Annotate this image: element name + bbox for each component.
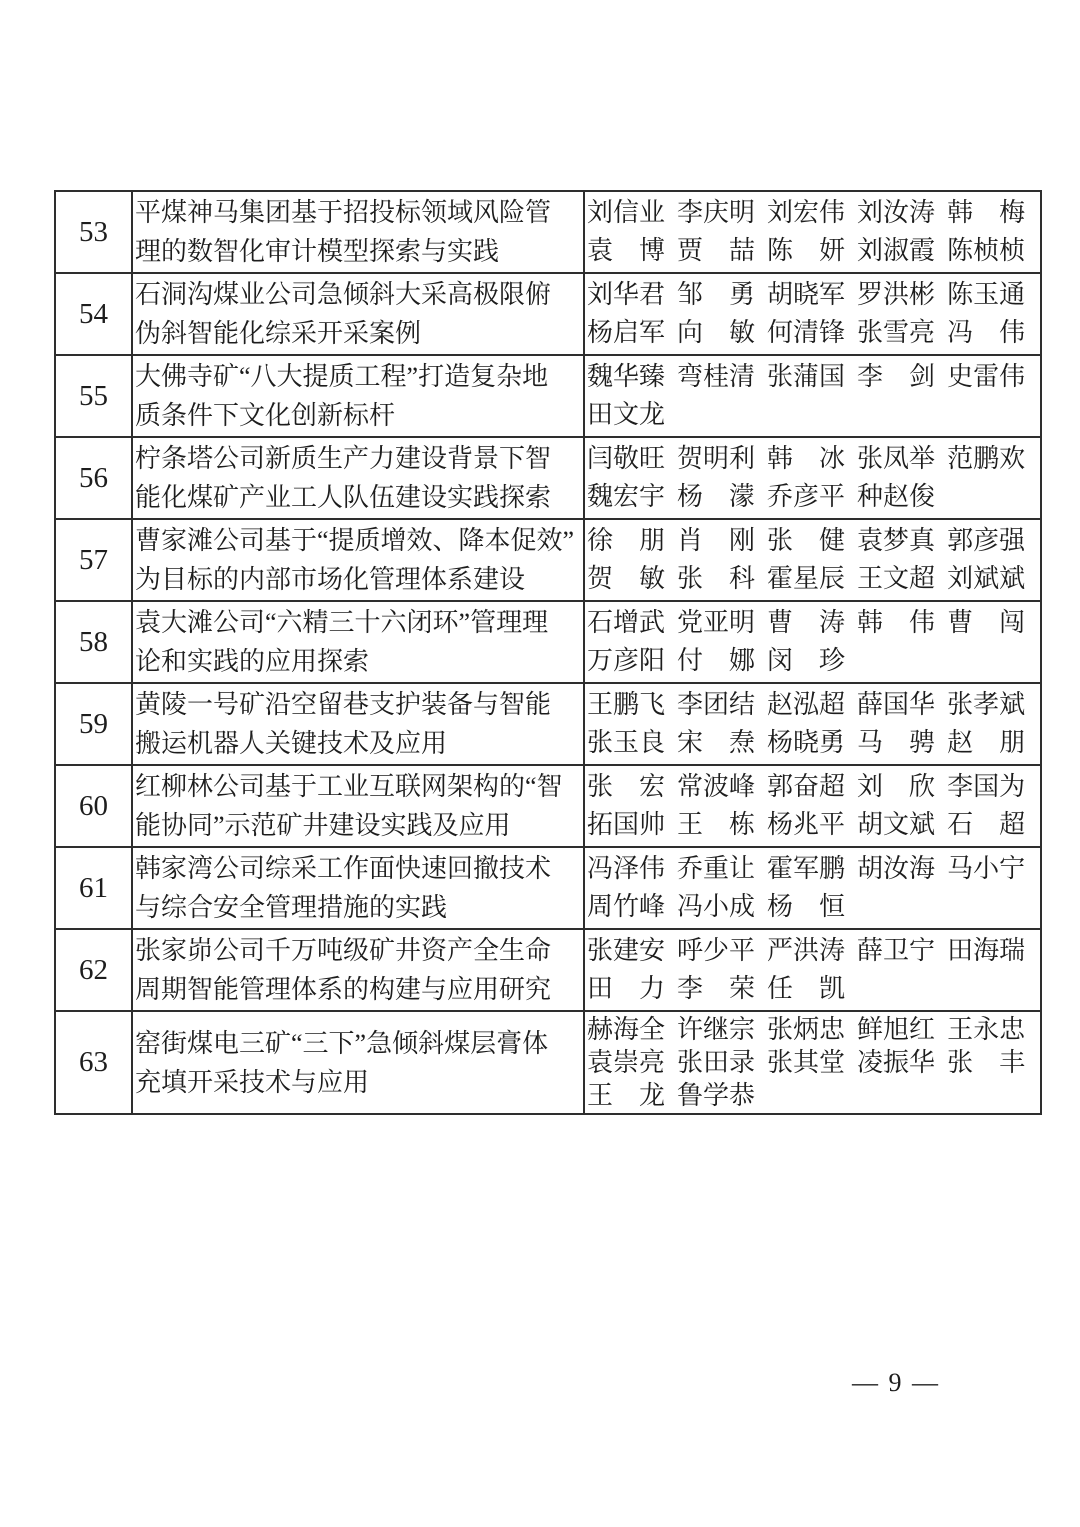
author-name: 万彦阳 [587, 646, 666, 675]
projects-table [54, 190, 1042, 1115]
project-title-line: 袁大滩公司“六精三十六闭环”管理理 [135, 608, 549, 637]
author-name: 李 剑 [857, 362, 936, 391]
author-name: 马小宁 [947, 854, 1026, 883]
author-name: 张 宏 [587, 772, 666, 801]
author-name: 张其堂 [767, 1048, 846, 1077]
author-name: 王鹏飞 [587, 690, 666, 719]
author-name-line [587, 560, 1038, 598]
author-name: 张 丰 [947, 1048, 1026, 1077]
author-name: 刘 欣 [857, 772, 936, 801]
project-title-line: 韩家湾公司综采工作面快速回撤技术 [135, 854, 552, 883]
author-name: 刘信业 [587, 198, 666, 227]
author-names [584, 355, 1041, 437]
author-name: 陈 妍 [767, 236, 846, 265]
author-names [584, 519, 1041, 601]
author-name: 魏宏宇 [587, 482, 666, 511]
author-name: 张田录 [677, 1048, 756, 1077]
project-title-line: 搬运机器人关键技术及应用 [135, 729, 448, 758]
project-title-line: 质条件下文化创新标杆 [135, 401, 396, 430]
author-name: 郭奋超 [767, 772, 846, 801]
author-names [584, 929, 1041, 1011]
table-row [55, 929, 1041, 1011]
author-name: 杨兆平 [767, 810, 846, 839]
author-name: 李 荣 [677, 974, 756, 1003]
project-title [132, 273, 584, 355]
author-name: 贺明利 [677, 444, 756, 473]
author-name: 鲁学恭 [677, 1081, 756, 1110]
author-name: 严洪涛 [767, 936, 846, 965]
row-number: 54 [55, 273, 132, 355]
author-name-line [587, 806, 1038, 844]
author-name: 乔彦平 [767, 482, 846, 511]
author-name: 杨 恒 [767, 892, 846, 921]
project-title-line: 柠条塔公司新质生产力建设背景下智 [135, 444, 552, 473]
project-title-line: 理的数智化审计模型探索与实践 [135, 237, 500, 266]
author-name: 薛卫宁 [857, 936, 936, 965]
project-title [132, 765, 584, 847]
author-name-line [587, 1013, 1038, 1046]
project-title-line: 周期智能管理体系的构建与应用研究 [135, 975, 552, 1004]
author-name-line [587, 932, 1038, 970]
author-name: 张炳忠 [767, 1015, 846, 1044]
author-name: 韩 伟 [857, 608, 936, 637]
author-name: 贺 敏 [587, 564, 666, 593]
author-name: 薛国华 [857, 690, 936, 719]
author-name-line [587, 642, 1038, 680]
author-names [584, 437, 1041, 519]
author-name-line [587, 358, 1038, 396]
author-name: 刘宏伟 [767, 198, 846, 227]
author-name-line [587, 850, 1038, 888]
author-name: 任 凯 [767, 974, 846, 1003]
author-name: 刘华君 [587, 280, 666, 309]
project-title [132, 683, 584, 765]
project-title-line: 窑街煤电三矿“三下”急倾斜煤层膏体 [135, 1028, 549, 1058]
author-name: 田海瑞 [947, 936, 1026, 965]
author-name: 韩 梅 [947, 198, 1026, 227]
author-name: 马 骋 [857, 728, 936, 757]
project-title-line: 为目标的内部市场化管理体系建设 [135, 565, 526, 594]
row-number: 60 [55, 765, 132, 847]
author-name: 拓国帅 [587, 810, 666, 839]
author-name-line [587, 1079, 1038, 1112]
author-name: 田文龙 [587, 400, 666, 429]
author-name: 曹 闯 [947, 608, 1026, 637]
row-number: 58 [55, 601, 132, 683]
author-name-line [587, 686, 1038, 724]
author-name: 赵 朋 [947, 728, 1026, 757]
author-name: 张凤举 [857, 444, 936, 473]
author-name: 常波峰 [677, 772, 756, 801]
row-number: 56 [55, 437, 132, 519]
author-name: 张孝斌 [947, 690, 1026, 719]
projects-table-body [55, 191, 1041, 1114]
author-name-line [587, 276, 1038, 314]
author-name: 徐 朋 [587, 526, 666, 555]
author-name: 乔重让 [677, 854, 756, 883]
author-name: 李庆明 [677, 198, 756, 227]
project-title-line: 张家峁公司千万吨级矿井资产全生命 [135, 936, 552, 965]
author-name: 史雷伟 [947, 362, 1026, 391]
project-title-line: 曹家滩公司基于“提质增效、降本促效” [135, 526, 575, 555]
author-names [584, 683, 1041, 765]
author-names [584, 273, 1041, 355]
project-title [132, 601, 584, 683]
author-name: 张雪亮 [857, 318, 936, 347]
author-name: 袁崇亮 [587, 1048, 666, 1077]
author-name: 刘汝涛 [857, 198, 936, 227]
author-name: 冯 伟 [947, 318, 1026, 347]
author-name: 赵泓超 [767, 690, 846, 719]
author-name-line [587, 970, 1038, 1008]
project-title-line: 能化煤矿产业工人队伍建设实践探索 [135, 483, 552, 512]
project-title-line: 平煤神马集团基于招投标领域风险管 [135, 198, 552, 227]
table-row [55, 191, 1041, 273]
author-name: 弯桂清 [677, 362, 756, 391]
row-number: 61 [55, 847, 132, 929]
author-name: 曹 涛 [767, 608, 846, 637]
author-name: 范鹏欢 [947, 444, 1026, 473]
table-row [55, 765, 1041, 847]
author-name: 张蒲国 [767, 362, 846, 391]
author-name-line [587, 478, 1038, 516]
author-name: 张 健 [767, 526, 846, 555]
author-name: 袁梦真 [857, 526, 936, 555]
author-name: 何清锋 [767, 318, 846, 347]
author-name: 杨启军 [587, 318, 666, 347]
author-name: 贾 喆 [677, 236, 756, 265]
author-name: 张 科 [677, 564, 756, 593]
project-title-line: 与综合安全管理措施的实践 [135, 893, 448, 922]
author-name: 闵 珍 [767, 646, 846, 675]
table-row [55, 601, 1041, 683]
table-row [55, 683, 1041, 765]
table-row [55, 355, 1041, 437]
table-row [55, 273, 1041, 355]
author-name: 霍军鹏 [767, 854, 846, 883]
author-name: 刘淑霞 [857, 236, 936, 265]
author-name-line [587, 768, 1038, 806]
author-name: 王 栋 [677, 810, 756, 839]
author-name: 李国为 [947, 772, 1026, 801]
author-name: 张玉良 [587, 728, 666, 757]
author-name: 郭彦强 [947, 526, 1026, 555]
author-name-line [587, 888, 1038, 926]
author-name: 王文超 [857, 564, 936, 593]
author-names [584, 1011, 1041, 1114]
project-title-line: 伪斜智能化综采开采案例 [135, 319, 422, 348]
author-name: 向 敏 [677, 318, 756, 347]
row-number: 63 [55, 1011, 132, 1114]
author-name-line [587, 396, 1038, 434]
author-name: 田 力 [587, 974, 666, 1003]
project-title [132, 1011, 584, 1114]
author-name: 石 超 [947, 810, 1026, 839]
project-title [132, 519, 584, 601]
project-title [132, 847, 584, 929]
author-name: 肖 刚 [677, 526, 756, 555]
author-name: 宋 焘 [677, 728, 756, 757]
row-number: 53 [55, 191, 132, 273]
author-name: 胡文斌 [857, 810, 936, 839]
project-title-line: 红柳林公司基于工业互联网架构的“智 [135, 772, 563, 801]
project-title [132, 355, 584, 437]
project-title-line: 大佛寺矿“八大提质工程”打造复杂地 [135, 362, 549, 391]
author-name: 杨晓勇 [767, 728, 846, 757]
author-name: 魏华臻 [587, 362, 666, 391]
author-name: 赫海全 [587, 1015, 666, 1044]
author-name: 石增武 [587, 608, 666, 637]
author-name: 冯泽伟 [587, 854, 666, 883]
author-name: 韩 冰 [767, 444, 846, 473]
project-title-line: 充填开采技术与应用 [135, 1067, 370, 1097]
author-name: 陈桢桢 [947, 236, 1026, 265]
author-name: 冯小成 [677, 892, 756, 921]
project-title-line: 论和实践的应用探索 [135, 647, 370, 676]
table-row [55, 519, 1041, 601]
project-title-line: 黄陵一号矿沿空留巷支护装备与智能 [135, 690, 552, 719]
author-name-line [587, 314, 1038, 352]
author-name: 胡汝海 [857, 854, 936, 883]
author-name: 陈玉通 [947, 280, 1026, 309]
author-name: 党亚明 [677, 608, 756, 637]
author-name: 呼少平 [677, 936, 756, 965]
author-name-line [587, 440, 1038, 478]
author-name: 闫敬旺 [587, 444, 666, 473]
row-number: 55 [55, 355, 132, 437]
author-names [584, 191, 1041, 273]
author-name: 罗洪彬 [857, 280, 936, 309]
author-name: 霍星辰 [767, 564, 846, 593]
project-title-line: 石洞沟煤业公司急倾斜大采高极限俯 [135, 280, 552, 309]
author-name-line [587, 604, 1038, 642]
project-title [132, 929, 584, 1011]
author-name: 杨 濛 [677, 482, 756, 511]
author-name: 付 娜 [677, 646, 756, 675]
table-row [55, 847, 1041, 929]
author-name: 王永忠 [947, 1015, 1026, 1044]
table-row [55, 1011, 1041, 1114]
author-name-line [587, 232, 1038, 270]
author-name-line [587, 1046, 1038, 1079]
author-name: 刘斌斌 [947, 564, 1026, 593]
author-names [584, 765, 1041, 847]
author-name: 鲜旭红 [857, 1015, 936, 1044]
author-names [584, 601, 1041, 683]
author-name: 张建安 [587, 936, 666, 965]
author-name: 胡晓军 [767, 280, 846, 309]
author-names [584, 847, 1041, 929]
author-name: 许继宗 [677, 1015, 756, 1044]
table-row [55, 437, 1041, 519]
author-name: 周竹峰 [587, 892, 666, 921]
author-name: 袁 博 [587, 236, 666, 265]
author-name: 种赵俊 [857, 482, 936, 511]
project-title-line: 能协同”示范矿井建设实践及应用 [135, 811, 511, 840]
author-name: 李团结 [677, 690, 756, 719]
project-title [132, 437, 584, 519]
author-name-line [587, 522, 1038, 560]
page-number: — 9 — [852, 1368, 940, 1397]
row-number: 57 [55, 519, 132, 601]
row-number: 62 [55, 929, 132, 1011]
author-name: 王 龙 [587, 1081, 666, 1110]
author-name-line [587, 194, 1038, 232]
author-name: 凌振华 [857, 1048, 936, 1077]
project-title [132, 191, 584, 273]
author-name-line [587, 724, 1038, 762]
row-number: 59 [55, 683, 132, 765]
author-name: 邹 勇 [677, 280, 756, 309]
